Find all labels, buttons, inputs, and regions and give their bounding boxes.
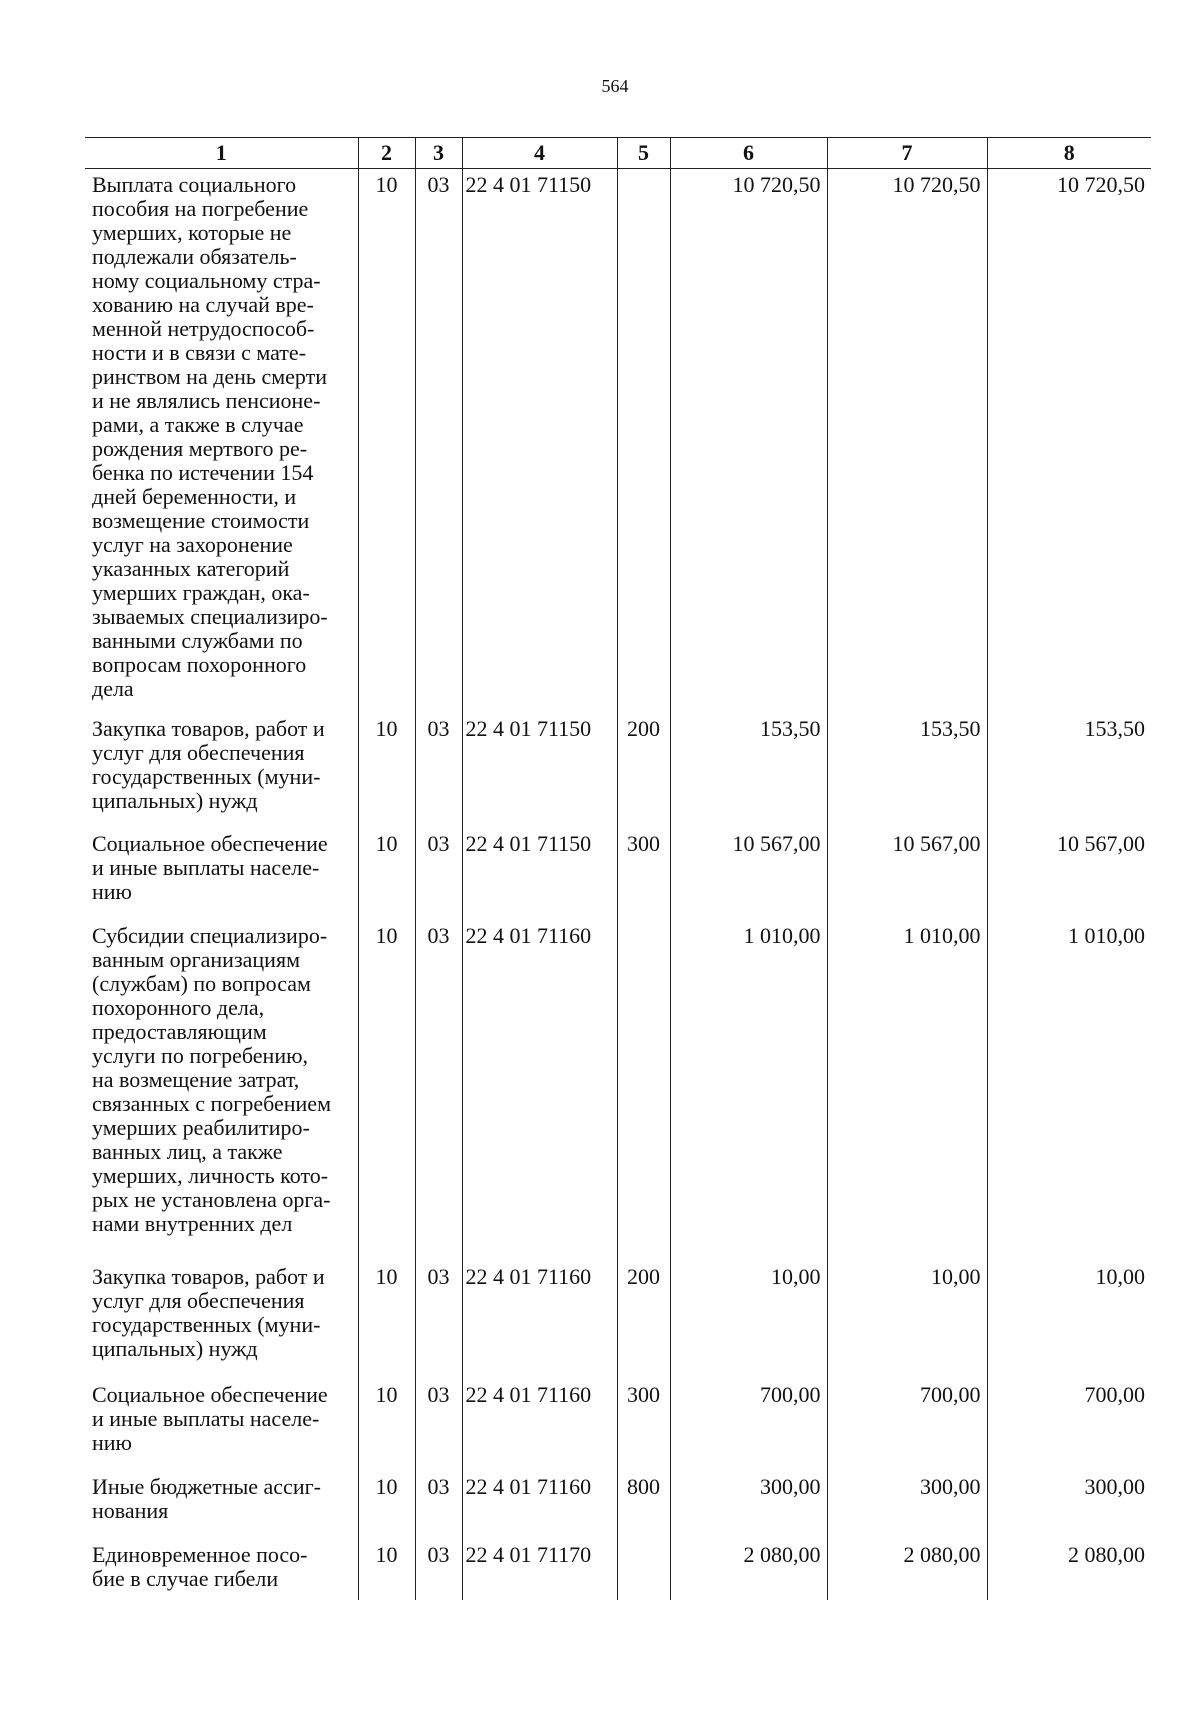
row-expense-type <box>617 1539 670 1600</box>
row-amount-col7: 1 010,00 <box>827 920 987 1260</box>
row-target-article: 22 4 01 71170 <box>462 1539 617 1600</box>
header-col-5: 5 <box>617 138 670 169</box>
table-row <box>85 1261 1151 1380</box>
row-amount-col7: 10 567,00 <box>827 828 987 920</box>
row-amount-col8: 700,00 <box>987 1379 1151 1471</box>
row-amount-col6: 10 567,00 <box>670 828 827 920</box>
row-expense-type: 200 <box>617 1261 670 1380</box>
row-section: 10 <box>358 1379 415 1471</box>
table-row <box>85 169 1151 713</box>
row-subsection: 03 <box>415 1471 462 1538</box>
row-subsection: 03 <box>415 1539 462 1600</box>
row-amount-col8: 1 010,00 <box>987 920 1151 1260</box>
row-subsection: 03 <box>415 169 462 713</box>
row-section: 10 <box>358 1539 415 1600</box>
row-amount-col7: 153,50 <box>827 713 987 829</box>
row-amount-col6: 700,00 <box>670 1379 827 1471</box>
row-amount-col8: 153,50 <box>987 713 1151 829</box>
row-expense-type <box>617 169 670 713</box>
row-section: 10 <box>358 169 415 713</box>
row-amount-col8: 10 720,50 <box>987 169 1151 713</box>
row-amount-col6: 10,00 <box>670 1261 827 1380</box>
row-section: 10 <box>358 1471 415 1538</box>
row-description: Выплата социального пособия на погребение умерших, которые не подлежали обязатель- ному социальному стра- хованию на случай вре- менной нетрудоспособ- ности и в связи с мате- ринством на день смерти и не являлись пенсионе- рами, а также в случае рождения мертвого ре- бенка по истечении 154 дней беременности, и возмещение стоимости услуг на захоронение указанных категорий умерших граждан, ока- зываемых специализиро- ванными службами по вопросам похоронного дела <box>92 172 328 701</box>
row-target-article: 22 4 01 71150 <box>462 169 617 713</box>
row-expense-type: 300 <box>617 828 670 920</box>
row-section: 10 <box>358 828 415 920</box>
table-row <box>85 1539 1151 1600</box>
row-description: Социальное обеспечение и иные выплаты населе- нию <box>92 831 328 905</box>
row-amount-col7: 300,00 <box>827 1471 987 1538</box>
row-section: 10 <box>358 920 415 1260</box>
row-description: Закупка товаров, работ и услуг для обеспечения государственных (муни- ципальных) нужд <box>92 715 325 813</box>
row-description: Социальное обеспечение и иные выплаты населе- нию <box>92 1382 328 1456</box>
row-target-article: 22 4 01 71150 <box>462 828 617 920</box>
row-amount-col8: 10 567,00 <box>987 828 1151 920</box>
row-target-article: 22 4 01 71160 <box>462 1379 617 1471</box>
row-amount-col6: 153,50 <box>670 713 827 829</box>
row-subsection: 03 <box>415 828 462 920</box>
row-subsection: 03 <box>415 920 462 1260</box>
header-row <box>85 138 1151 169</box>
row-amount-col7: 700,00 <box>827 1379 987 1471</box>
page-number: 564 <box>601 76 629 96</box>
header-col-4: 4 <box>462 138 617 169</box>
row-description: Единовременное посо- бие в случае гибели <box>92 1541 308 1591</box>
row-expense-type: 800 <box>617 1471 670 1538</box>
header-col-7: 7 <box>827 138 987 169</box>
row-amount-col6: 300,00 <box>670 1471 827 1538</box>
row-target-article: 22 4 01 71160 <box>462 920 617 1260</box>
table-row <box>85 1471 1151 1538</box>
row-subsection: 03 <box>415 713 462 829</box>
row-target-article: 22 4 01 71160 <box>462 1471 617 1538</box>
header-col-2: 2 <box>358 138 415 169</box>
row-amount-col7: 10 720,50 <box>827 169 987 713</box>
row-subsection: 03 <box>415 1379 462 1471</box>
table-row <box>85 713 1151 829</box>
row-description: Иные бюджетные ассиг- нования <box>92 1474 321 1524</box>
budget-table <box>85 137 1151 1600</box>
header-col-1: 1 <box>85 138 358 169</box>
row-description: Субсидии специализиро- ванным организациям (службам) по вопросам похоронного дела, предоставляющим услуги по погребению, на возмещение затрат, связанных с погребением умерших реабилитиро- ванных лиц, а также умерших, личность кото- рых не установлена орга- нами внутренних дел <box>92 923 331 1237</box>
row-target-article: 22 4 01 71160 <box>462 1261 617 1380</box>
row-description: Закупка товаров, работ и услуг для обеспечения государственных (муни- ципальных) нужд <box>92 1263 325 1361</box>
row-section: 10 <box>358 713 415 829</box>
row-amount-col6: 10 720,50 <box>670 169 827 713</box>
table-row <box>85 1379 1151 1471</box>
row-target-article: 22 4 01 71150 <box>462 713 617 829</box>
row-amount-col7: 10,00 <box>827 1261 987 1380</box>
header-col-3: 3 <box>415 138 462 169</box>
row-section: 10 <box>358 1261 415 1380</box>
row-subsection: 03 <box>415 1261 462 1380</box>
row-expense-type <box>617 920 670 1260</box>
row-amount-col8: 10,00 <box>987 1261 1151 1380</box>
row-amount-col8: 2 080,00 <box>987 1539 1151 1600</box>
row-expense-type: 300 <box>617 1379 670 1471</box>
table-row <box>85 828 1151 920</box>
row-amount-col6: 2 080,00 <box>670 1539 827 1600</box>
header-col-8: 8 <box>987 138 1151 169</box>
header-col-6: 6 <box>670 138 827 169</box>
row-amount-col6: 1 010,00 <box>670 920 827 1260</box>
row-expense-type: 200 <box>617 713 670 829</box>
table-row <box>85 920 1151 1260</box>
row-amount-col8: 300,00 <box>987 1471 1151 1538</box>
row-amount-col7: 2 080,00 <box>827 1539 987 1600</box>
